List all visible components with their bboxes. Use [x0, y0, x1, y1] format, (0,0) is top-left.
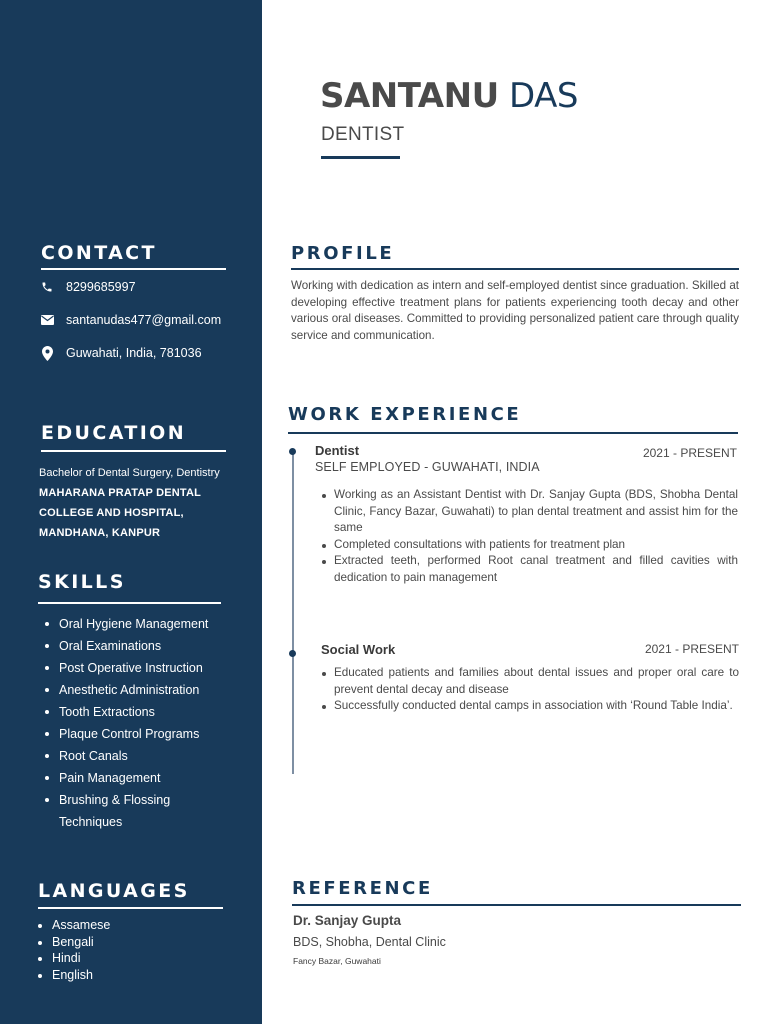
last-name: DAS [509, 76, 578, 116]
skill-item: Anesthetic Administration [45, 679, 208, 701]
timeline-line [292, 452, 294, 774]
title-underline [321, 156, 400, 159]
skill-item-continuation: Techniques [59, 815, 123, 829]
profile-text: Working with dedication as intern and self-employed dentist since graduation. Skilled at developing effective treatment plans for patients experiencing tooth decay and other various oral diseases. Committed to providing personalized patient care through quality service and communication. [291, 279, 739, 343]
skills-divider [38, 602, 221, 604]
timeline-dot [289, 650, 296, 657]
education-degree: Bachelor of Dental Surgery, Dentistry [39, 467, 220, 479]
phone-icon [40, 280, 54, 294]
contact-heading: CONTACT [41, 242, 157, 264]
work-divider [288, 432, 738, 434]
skill-item: Oral Hygiene Management [45, 613, 208, 635]
phone-text: 8299685997 [66, 280, 136, 294]
person-name [320, 76, 578, 116]
skills-list [45, 613, 208, 833]
first-name: SANTANU [320, 76, 499, 116]
language-item: Hindi [38, 950, 110, 967]
job-bullet: Successfully conducted dental camps in association with ‘Round Table India’. [320, 698, 739, 715]
reference-heading: REFERENCE [292, 878, 433, 899]
job-bullet: Extracted teeth, performed Root canal treatment and filled cavities with dedication to pain management [320, 553, 738, 586]
reference-address: Fancy Bazar, Guwahati [293, 956, 381, 966]
education-heading: EDUCATION [41, 422, 187, 444]
languages-list [38, 917, 110, 984]
skill-item: Post Operative Instruction [45, 657, 208, 679]
skill-item: Plaque Control Programs [45, 723, 208, 745]
job-bullets [320, 487, 738, 587]
job-bullets [320, 665, 739, 715]
map-pin-icon [40, 346, 54, 360]
job-bullet: Completed consultations with patients for treatment plan [320, 537, 738, 554]
reference-divider [292, 904, 741, 906]
reference-detail: BDS, Shobha, Dental Clinic [293, 935, 446, 949]
skill-item: Tooth Extractions [45, 701, 208, 723]
contact-divider [41, 268, 226, 270]
reference-name: Dr. Sanjay Gupta [293, 913, 402, 928]
education-institution-line: COLLEGE AND HOSPITAL, [39, 507, 184, 519]
job-title-dentist: Dentist [315, 443, 360, 458]
timeline-dot [289, 448, 296, 455]
skills-heading: SKILLS [38, 571, 126, 593]
job-bullet: Educated patients and families about dental issues and proper oral care to prevent dental decay and disease [320, 665, 739, 698]
job-title: DENTIST [321, 124, 405, 145]
location-text: Guwahati, India, 781036 [66, 346, 202, 360]
job-title-social-work: Social Work [321, 642, 396, 657]
education-institution-line: MAHARANA PRATAP DENTAL [39, 487, 202, 499]
job-bullet: Working as an Assistant Dentist with Dr. Sanjay Gupta (BDS, Shobha Dental Clinic, Fancy Bazar, Guwahati) to plan dental treatment and assist him for the same [320, 487, 738, 537]
profile-divider [291, 268, 739, 270]
language-item: English [38, 967, 110, 984]
email-text: santanudas477@gmail.com [66, 313, 222, 327]
contact-phone[interactable] [40, 277, 136, 297]
language-item: Assamese [38, 917, 110, 934]
languages-divider [38, 907, 223, 909]
envelope-icon [40, 313, 54, 327]
skill-item: Brushing & Flossing [45, 789, 208, 811]
education-institution-line: MANDHANA, KANPUR [39, 527, 161, 539]
work-heading: WORK EXPERIENCE [288, 404, 522, 425]
skill-item: Root Canals [45, 745, 208, 767]
profile-heading: PROFILE [291, 243, 395, 264]
sidebar [0, 0, 262, 1024]
job-subtitle: SELF EMPLOYED - GUWAHATI, INDIA [315, 460, 540, 474]
contact-email[interactable] [40, 310, 221, 330]
contact-location [40, 343, 202, 363]
language-item: Bengali [38, 934, 110, 951]
education-divider [41, 450, 226, 452]
job-date: 2021 - PRESENT [644, 642, 739, 656]
languages-heading: LANGUAGES [38, 880, 190, 902]
skill-item: Pain Management [45, 767, 208, 789]
skill-item: Oral Examinations [45, 635, 208, 657]
job-date: 2021 - PRESENT [642, 446, 737, 460]
